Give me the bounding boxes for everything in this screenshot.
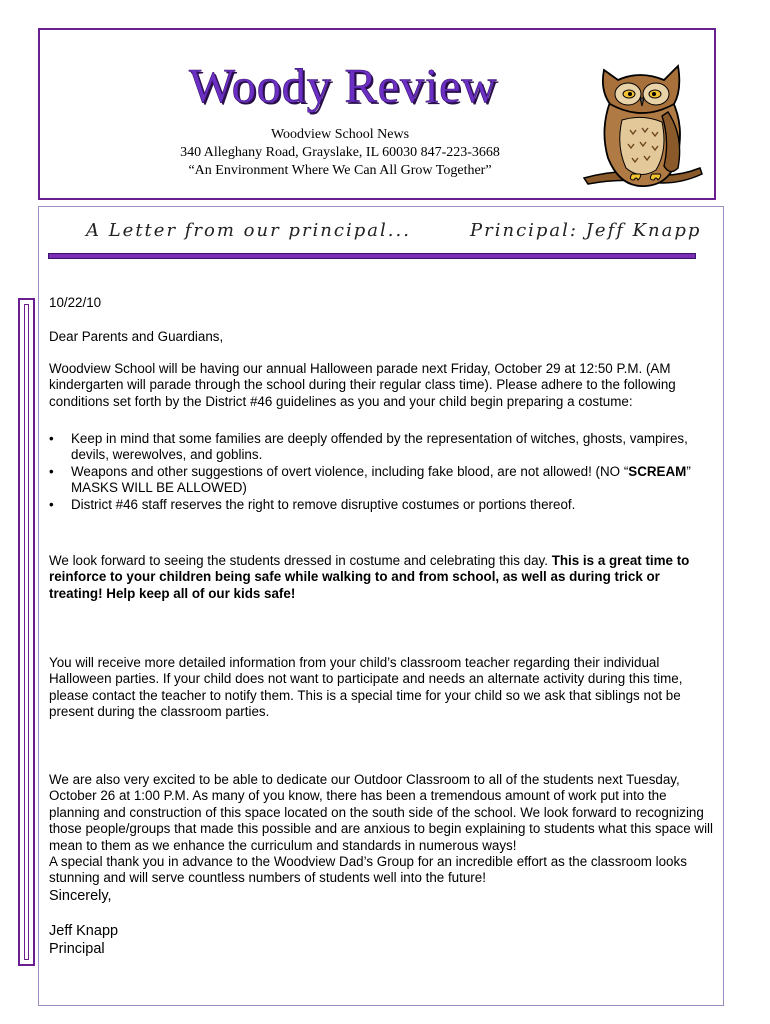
- paragraph-text: We are also very excited to be able to dedicate our Outdoor Classroom to all of the students next Tuesday, October 26 at 1:00 P.M. As many of you know, there has been a tremendous amount of work put into the planning and construction of this space located on the south side of the school. We look forward to recognizing those people/groups that made this possible and are anxious to begin explaining to students what this space will mean to them as we enhance the curriculum and standards in numerous ways!: [49, 772, 714, 853]
- principal-heading: Principal: Jeff Knapp: [470, 220, 702, 241]
- heading-divider: [48, 253, 696, 259]
- newsletter-title: Woody Review: [188, 58, 498, 113]
- masthead-box: [38, 28, 716, 200]
- letter-paragraph-1: [49, 361, 713, 410]
- owl-icon: [580, 50, 704, 190]
- letter-paragraph-2: [49, 553, 713, 602]
- list-item-text: ” MASKS WILL BE ALLOWED): [71, 463, 691, 496]
- school-news-line: Woodview School News: [270, 127, 410, 142]
- signature-name: Jeff Knapp: [49, 923, 119, 939]
- letter-date: 10/22/10: [49, 295, 102, 310]
- letter-paragraph-4: [49, 772, 713, 887]
- list-item-text: Weapons and other suggestions of overt violence, including fake blood, are not allowed! (NO “: [71, 463, 629, 479]
- paragraph-text: We look forward to seeing the students dressed in costume and celebrating this day.: [49, 553, 552, 568]
- motto-line: “An Environment Where We Can All Grow Together”: [188, 163, 492, 178]
- letter-greeting: Dear Parents and Guardians,: [49, 329, 224, 344]
- letter-paragraph-3: [49, 655, 713, 721]
- costume-guidelines-list: [49, 431, 713, 513]
- list-item: • District #46 staff reserves the right to remove disruptive costumes or portions thereof.: [71, 497, 713, 513]
- list-item: [71, 464, 713, 497]
- address-line: 340 Alleghany Road, Grayslake, IL 60030 847-223-3668: [180, 145, 500, 160]
- paragraph-text: A special thank you in advance to the Woodview Dad’s Group for an incredible effort as the classroom looks stunning and will serve countless numbers of students well into the future!: [49, 854, 687, 886]
- signature-title: Principal: [49, 941, 105, 957]
- scream-emphasis: SCREAM: [628, 463, 687, 479]
- paragraph-text: You will receive more detailed information from your child’s classroom teacher regarding their individual Halloween parties. If your child does not want to participate and needs an alternate activity during this time, please contact the teacher to notify them. This is a special time for your child so we ask that siblings not be present during the classroom parties.: [49, 655, 683, 720]
- letter-closing: Sincerely,: [49, 888, 112, 904]
- section-heading: A Letter from our principal...: [86, 220, 411, 241]
- decorative-side-bar: [18, 298, 35, 966]
- paragraph-text: Woodview School will be having our annual Halloween parade next Friday, October 29 at 12:50 P.M. (AM kindergarten will parade through the school during their regular class time). Please adhere to the following conditions set forth by the District #46 guidelines as you and your child begin preparing a costume:: [49, 361, 676, 409]
- safety-emphasis: This is a great time to reinforce to your children being safe while walking to and from school, as well as during trick or treating! Help keep all of our kids safe!: [49, 553, 690, 601]
- list-item: • Keep in mind that some families are deeply offended by the representation of witches, ghosts, vampires, devils, werewolves, and goblins.: [71, 431, 713, 464]
